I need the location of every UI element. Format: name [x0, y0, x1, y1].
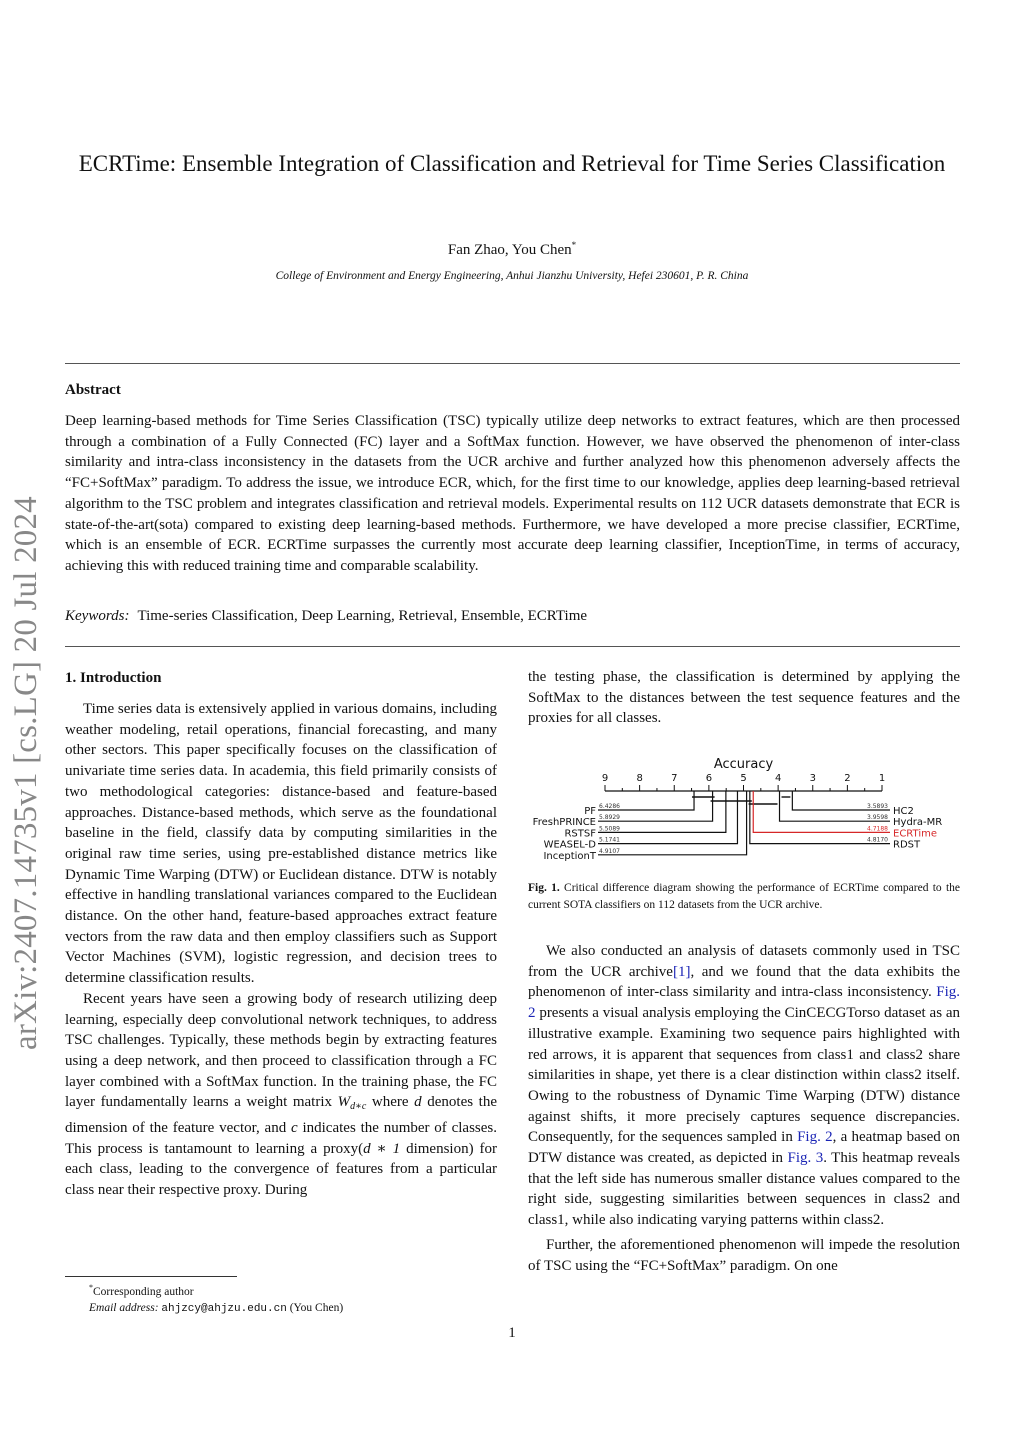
corresponding-author-mark: * — [571, 240, 577, 250]
footnote-corresponding — [89, 1280, 343, 1300]
paper-title: ECRTime: Ensemble Integration of Classification and Retrieval for Time Series Classification — [78, 151, 946, 176]
email-label: Email address: — [89, 1301, 159, 1314]
footnote-mark: * — [89, 1283, 93, 1292]
cd-method-label: RDST — [893, 839, 921, 851]
keywords-label: Keywords: — [65, 608, 130, 624]
email-owner: (You Chen) — [286, 1301, 344, 1314]
footnote-divider — [65, 1276, 237, 1277]
figure-1-cd-diagram — [528, 750, 960, 870]
intro-p2-text: denotes the dimension of the feature vector, and — [65, 1094, 497, 1137]
citation-link-1[interactable]: [1] — [672, 963, 691, 980]
cd-method-label: FreshPRINCE — [532, 817, 596, 829]
cd-rank-value: 4.7188 — [867, 825, 888, 833]
cd-diagram-svg — [528, 750, 960, 870]
footnote-text: Corresponding author — [93, 1285, 194, 1298]
cd-rank-value: 5.1741 — [599, 836, 620, 844]
email-address-link[interactable]: ahjzcy@ahjzu.edu.cn — [161, 1302, 287, 1315]
cd-method-label: PF — [584, 806, 596, 817]
body-text: , a heatmap based on DTW distance was created, as depicted in — [528, 1129, 961, 1167]
cd-method-label: InceptionT — [543, 850, 596, 862]
weight-matrix-symbol: W — [337, 1094, 351, 1111]
intro-p2-text: dimension) for each class, leading to the convergence of features from a particular class near their respective proxy. During — [65, 1140, 498, 1199]
cd-tick-label: 4 — [774, 773, 782, 784]
cd-method-label: RSTSF — [564, 828, 596, 840]
cd-method-label: WEASEL-D — [543, 839, 596, 851]
abstract-text: Deep learning-based methods for Time Series Classification (TSC) typically utilize deep networks to extract features, which are then processed through a combination of a Fully Connected (FC) layer and a SoftMax function. However, we have observed the phenomenon of inter-class similarity and intra-class inconsistency in the datasets from the UCR archive and further analyzed how this phenomenon adversely affects the “FC+SoftMax” paradigm. To address the issue, we introduce ECR, which, for the first time to our knowledge, applies deep learning-based retrieval algorithm to the TSC problem and integrates classification and retrieval models. Experimental results on 112 UCR datasets demonstrate that ECR is state-of-the-art(sota) compared to existing deep learning-based methods. Furthermore, we have developed a more precise classifier, ECRTime, which is an ensemble of ECR. ECRTime surpasses the currently most accurate deep learning classifier, InceptionTime, in terms of accuracy, achieving this with reduced training time and comparable scalability. — [65, 413, 960, 574]
figure-2-link-second[interactable]: Fig. 2 — [797, 1129, 833, 1146]
cd-tick-label: 6 — [705, 773, 713, 784]
cd-diagram-group — [533, 757, 943, 862]
body-text: , and we found that the data exhibits the phenomenon of inter-class similarity and intra-class inconsistency. — [528, 963, 960, 1001]
top-divider — [65, 363, 960, 364]
abstract-heading: Abstract — [65, 382, 121, 398]
cd-tick-label: 9 — [601, 773, 609, 784]
body-text: . This heatmap reveals that the left side has numerous smaller distance values compared to the right side, suggesting similarities between sequences in class2 and class1, while also indicating varying patterns within class2. — [528, 1150, 961, 1229]
cd-rank-value: 6.4286 — [599, 803, 620, 810]
figure-3-link[interactable]: Fig. 3 — [787, 1150, 824, 1167]
caption-label: Fig. 1. — [528, 882, 560, 894]
footnote-email-line — [89, 1300, 343, 1317]
author-names: Fan Zhao, You Chen — [447, 242, 572, 258]
cd-rank-value: 5.5089 — [599, 825, 620, 833]
section-heading-introduction: 1. Introduction — [65, 670, 162, 686]
page-number: 1 — [508, 1325, 516, 1341]
cd-method-label: Hydra-MR — [893, 817, 943, 829]
cd-method-label: ECRTime — [893, 828, 937, 840]
cd-rank-value: 4.9107 — [599, 847, 620, 855]
keywords-list: Time-series Classification, Deep Learning, Retrieval, Ensemble, ECRTime — [137, 608, 588, 624]
figure-1-caption — [528, 880, 960, 913]
keywords-line — [65, 608, 960, 625]
caption-text: Critical difference diagram showing the performance of ECRTime compared to the current SOTA classifiers on 112 datasets from the UCR archive. — [528, 882, 960, 911]
math-d: d — [414, 1094, 422, 1111]
cd-tick-label: 8 — [636, 773, 643, 784]
cd-rank-value: 4.8170 — [867, 836, 888, 844]
footnote — [65, 1280, 343, 1317]
cd-tick-label: 1 — [878, 773, 886, 784]
figure-2-link[interactable]: Fig. 2 — [528, 984, 960, 1022]
cd-rank-value: 3.9598 — [867, 814, 888, 822]
cd-title: Accuracy — [713, 757, 774, 772]
intro-paragraph-2-continued: the testing phase, the classification is determined by applying the SoftMax to the distances between the test sequence features and the proxies for all classes. — [528, 669, 960, 727]
paragraph-ucr-analysis — [528, 941, 960, 1231]
left-column — [65, 667, 497, 1201]
weight-matrix-subscript: d∗c — [350, 1101, 367, 1113]
math-c: c — [291, 1120, 298, 1137]
cd-rank-value: 5.8929 — [599, 814, 620, 822]
body-text: presents a visual analysis employing the CinCECGTorso dataset as an illustrative example. Examining two sequence pairs highlighted with red arrows, it is apparent that sequences from class1 and class2 share similarities in shape, yet there is a clear distinction within class2 itself. Owing to the robustness of Dynamic Time Warping (DTW) distance against shifts, it more precisely captures sequence discrepancies. Consequently, for the sequences sampled in — [528, 1005, 960, 1146]
paragraph-further: Further, the aforementioned phenomenon will impede the resolution of TSC using the “FC+SoftMax” paradigm. On one — [528, 1236, 960, 1274]
cd-tick-label: 7 — [671, 773, 678, 784]
math-proxy-dim: d ∗ 1 — [363, 1140, 401, 1157]
cd-method-label: HC2 — [893, 806, 914, 817]
intro-paragraph-1: Time series data is extensively applied in various domains, including weather modeling, retail operations, financial forecasting, and many other sectors. This paper specifically focuses on the classification of univariate time series data. In academia, this field primarily consists of two methodological categories: distance-based and feature-based approaches. Distance-based methods, which serve as the foundational baseline in the field, classify data by computing similarities in the original raw time series, using pre-established distance metrics like Dynamic Time Warping (DTW) or Euclidean distance. DTW is notably effective in handling translational variances compared to the Euclidean distance. On the other hand, feature-based approaches extract feature vectors from the raw data and then employ classifiers such as Support Vector Machines (SVM), logistic regression, and decision trees to determine classification results. — [65, 701, 497, 987]
cd-tick-label: 3 — [809, 773, 816, 784]
cd-tick-label: 5 — [740, 773, 747, 784]
abstract-divider — [65, 646, 960, 647]
intro-p2-text: indicates the number of classes. This process is tantamount to learning a proxy( — [65, 1120, 497, 1157]
body-text: We also conducted an analysis of datasets commonly used in TSC from the UCR archive — [528, 943, 960, 980]
intro-paragraph-2 — [65, 989, 497, 1201]
cd-tick-label: 2 — [844, 773, 851, 784]
abstract-body — [65, 411, 960, 577]
intro-p2-text: Recent years have seen a growing body of research utilizing deep learning, especially deep convolutional network techniques, to address TSC challenges. Typically, these methods begin by extracting features using a deep network, and then proceed to classification through a FC layer combined with a SoftMax function. In the training phase, the FC layer fundamentally learns a weight matrix — [65, 990, 497, 1111]
right-column-top — [528, 667, 960, 729]
cd-rank-value: 3.5893 — [867, 803, 888, 810]
arxiv-side-stamp: arXiv:2407.14735v1 [cs.LG] 20 Jul 2024 — [8, 496, 44, 1050]
author-affiliation: College of Environment and Energy Engineering, Anhui Jianzhu University, Hefei 230601, P. R. China — [275, 270, 749, 282]
right-column-body — [528, 941, 960, 1276]
paper-authors — [60, 240, 964, 259]
intro-p2-text: where — [366, 1094, 415, 1111]
